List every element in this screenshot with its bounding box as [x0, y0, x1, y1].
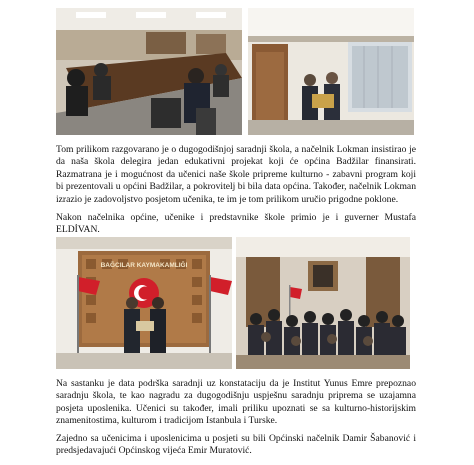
group-students-photo — [236, 237, 410, 369]
paragraph-yunus-emre-support: Na sastanku je data podrška saradnji uz konstataciju da je Institut Yunus Emre prepoznao saradnju škola, te kao nagradu za dugogodišnju uspješnu saradnju priprema se uzajamna posjeta uposlenika. Učenici su također, imali priliku upoznati se sa kulturno-historijskim znamenitostima, kulturom i tradicijom Istanbula i Turske. — [56, 378, 416, 427]
meeting-room-illustration — [56, 8, 242, 135]
meeting-room-photo — [56, 8, 242, 135]
paragraph-governor-reception: Nakon načelnika općine, učenike i predstavnike škole primio je i guverner Mustafa ELDİVAN. — [56, 212, 416, 236]
governor-handshake-photo — [56, 237, 232, 369]
governor-handshake-illustration — [56, 237, 232, 369]
paragraph-delegation-members: Zajedno sa učenicima i uposlenicima u posjeti su bili Općinski načelnik Damir Šabanović i predsjedavajući Općinskog vijeća Emir Muratović. — [56, 433, 416, 457]
paragraph-lokman-meeting: Tom prilikom razgovarano je o dugogodišnjoj saradnji škola, a načelnik Lokman insistirao je da naša škola delegira jedan edukativni projekat koji će općina Badžilar finansirati. Razmatrana je i mogućnost da učenici naše škole pripreme kulturno - zabavni program koji bi prezentovali u općini Badžilar, a pokrovitelj bi bila data općina. Također, načelnik Lokman izrazio je zadovoljstvo posjetom učenika, te im je tom prilikom uručio prigodne poklone. — [56, 144, 416, 205]
emblem-wall-banner: BAĞCILAR KAYMAKAMLIĞI — [100, 262, 188, 269]
gift-presentation-photo — [248, 8, 414, 135]
group-students-illustration — [236, 237, 410, 369]
gift-presentation-illustration — [248, 8, 414, 135]
